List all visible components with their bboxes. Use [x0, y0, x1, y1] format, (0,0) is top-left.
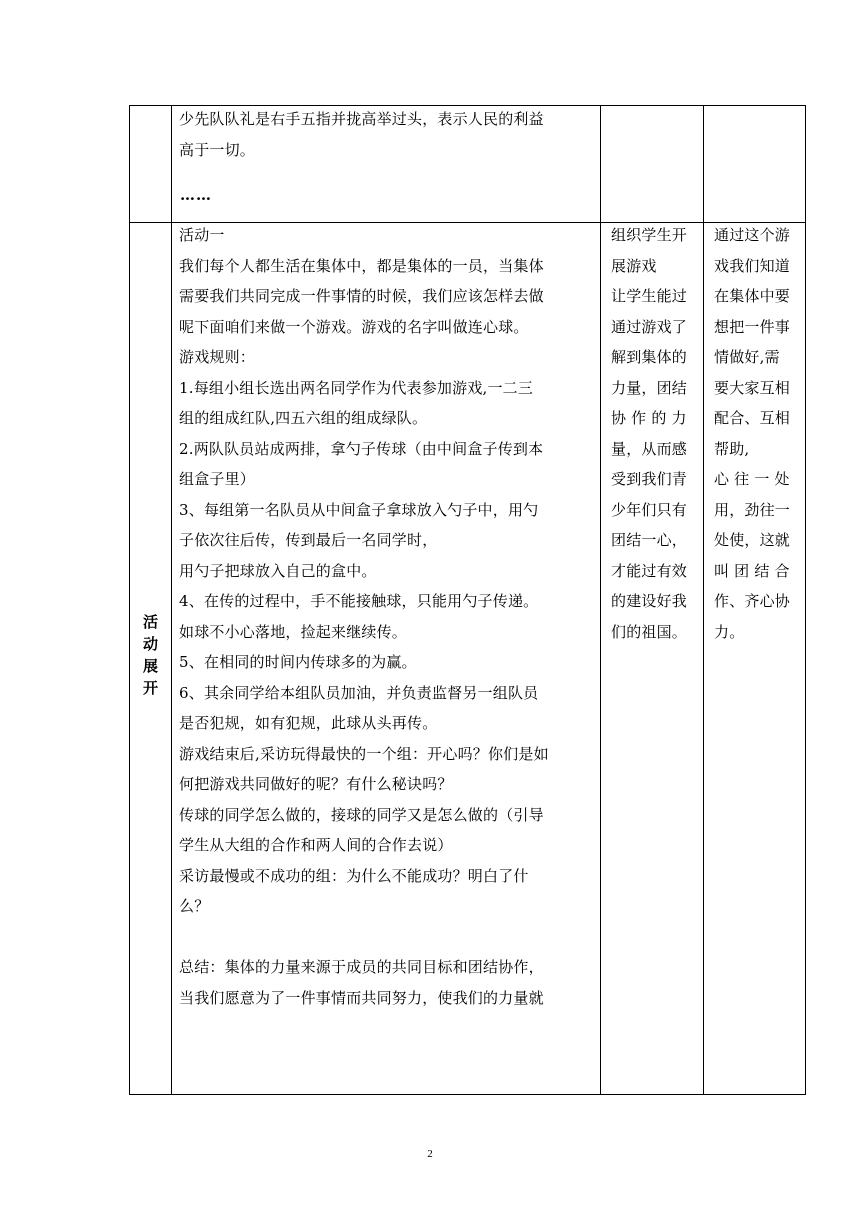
text-line: 戏我们知道 [714, 256, 791, 275]
text-line: 组的组成红队,四五六组的组成绿队。 [179, 409, 428, 427]
text-line: 想把一件事 [714, 317, 791, 336]
text-line [179, 922, 600, 953]
text-line: 通过游戏了 [611, 317, 688, 336]
text-line: 组盒子里） [179, 470, 256, 488]
text-line: 何把游戏共同做好的呢？有什么秘诀吗？ [179, 775, 453, 793]
activity-text [179, 222, 600, 1013]
text-line: 2.两队队员站成两排，拿勺子传球（由中间盒子传到本 [179, 439, 544, 458]
text-line: 是否犯规，如有犯规，此球从头再传。 [179, 714, 438, 732]
text-line: 少年们只有 [611, 500, 688, 519]
label-char: 开 [142, 679, 158, 697]
row1-text [179, 106, 600, 165]
text-line: 心 往 一 处 [714, 470, 790, 488]
label-char: 动 [142, 635, 158, 653]
text-line: 呢下面咱们来做一个游戏。游戏的名字叫做连心球。 [179, 317, 529, 336]
label-char: 活 [142, 613, 158, 631]
design-purpose-text [714, 222, 806, 647]
text-line: 总结：集体的力量来源于成员的共同目标和团结协作， [179, 958, 544, 976]
text-line: 力。 [714, 622, 745, 641]
text-line: 采访最慢或不成功的组：为什么不能成功？明白了什 [179, 866, 529, 885]
label-char: 展 [142, 657, 158, 675]
text-line: 传球的同学怎么做的，接球的同学又是怎么做的（引导 [179, 805, 544, 824]
text-line: 受到我们青 [611, 470, 688, 488]
teacher-activity-text [611, 222, 703, 647]
text-line: 学生从大组的合作和两人间的合作去说） [179, 836, 453, 854]
text-line: 高于一切。 [179, 140, 256, 159]
text-line: 用勺子把球放入自己的盒中。 [179, 561, 377, 580]
lesson-table [129, 105, 806, 1095]
text-line: 子依次往后传，传到最后一名同学时， [179, 531, 438, 549]
text-line: 解到集体的 [611, 348, 688, 366]
text-line: 帮助, [714, 439, 750, 458]
text-line: 展游戏 [611, 256, 657, 275]
text-line: 协 作 的 力 [611, 409, 687, 427]
text-line: 处使，这就 [714, 531, 791, 549]
text-line: 6、其余同学给本组队员加油，并负责监督另一组队员 [179, 683, 539, 702]
text-line: 么？ [179, 897, 210, 915]
section-label [130, 611, 171, 699]
text-line: 当我们愿意为了一件事情而共同努力，使我们的力量就 [179, 988, 544, 1007]
text-line: 在集体中要 [714, 287, 791, 305]
text-line: 如球不小心落地，捡起来继续传。 [179, 622, 408, 641]
design-purpose [707, 222, 806, 1094]
text-line: 团结一心， [611, 531, 688, 549]
text-line: 游戏规则： [179, 348, 256, 366]
ellipsis: …… [180, 186, 212, 204]
text-line: 3、每组第一名队员从中间盒子拿球放入勺子中，用勺 [179, 500, 539, 519]
text-line: 用，劲往一 [714, 500, 791, 519]
text-line: 情做好,需 [714, 348, 780, 366]
text-line: 的建设好我 [611, 592, 688, 610]
text-line: 1.每组小组长选出两名同学作为代表参加游戏,一二三 [179, 378, 534, 397]
text-line: 少先队队礼是右手五指并拢高举过头，表示人民的利益 [179, 110, 544, 128]
column-divider [600, 106, 601, 1094]
text-line: 要大家互相 [714, 378, 791, 397]
text-line: 叫 团 结 合 [714, 561, 790, 580]
text-line: 4、在传的过程中，手不能接触球，只能用勺子传递。 [179, 592, 539, 610]
text-line: 量，从而感 [611, 439, 688, 458]
page-number: 2 [427, 1148, 433, 1160]
text-line: 通过这个游 [714, 226, 791, 244]
teacher-activity [604, 222, 703, 1094]
text-line: 配合、互相 [714, 409, 791, 427]
table-row-1-content [172, 106, 600, 222]
text-line: 活动一 [179, 226, 225, 244]
text-line: 让学生能过 [611, 287, 688, 305]
text-line: 需要我们共同完成一件事情的时候，我们应该怎样去做 [179, 287, 544, 305]
text-line: 5、在相同的时间内传球多的为赢。 [179, 653, 417, 671]
text-line: 我们每个人都生活在集体中，都是集体的一员，当集体 [179, 256, 544, 275]
column-divider [703, 106, 704, 1094]
text-line: 才能过有效 [611, 561, 688, 580]
activity-content [172, 222, 600, 1094]
text-line: 作、齐心协 [714, 592, 791, 610]
text-line: 们的祖国。 [611, 622, 688, 641]
text-line: 力量，团结 [611, 378, 688, 397]
text-line: 游戏结束后,采访玩得最快的一个组：开心吗？你们是如 [179, 744, 549, 763]
text-line: 组织学生开 [611, 226, 688, 244]
